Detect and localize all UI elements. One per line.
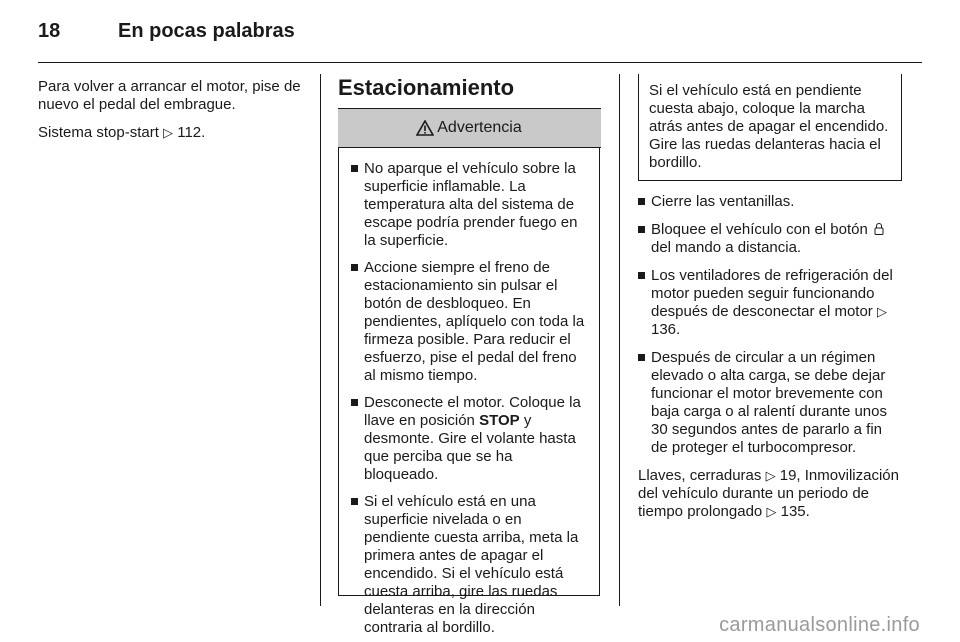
xref-page[interactable]: 135. <box>780 503 810 520</box>
list-item: Después de circular a un régimen elevado o alta carga, se debe dejar funcionar el motor brevemente con baja carga o al ralentí durante unos 30 segundos antes de pararlo a fin de proteger el turbocompresor. <box>638 349 902 457</box>
arrow-icon: ▷ <box>766 504 777 519</box>
warning-label: Advertencia <box>437 119 522 136</box>
arrow-icon: ▷ <box>876 304 887 319</box>
warning-continued-box: Si el vehículo está en pendiente cuesta abajo, coloque la marcha atrás antes de apagar el encendido. Gire las ruedas delanteras hacia el bordillo. <box>638 74 902 181</box>
closing-references <box>638 467 902 521</box>
warning-list <box>339 148 599 637</box>
list-item <box>638 267 902 339</box>
warning-header <box>338 108 601 148</box>
list-item: Cierre las ventanillas. <box>638 193 902 211</box>
page-number: 18 <box>38 20 61 42</box>
stop-start-reference <box>38 124 306 142</box>
step-text: del mando a distancia. <box>651 239 802 256</box>
section-title: Estacionamiento <box>338 75 515 100</box>
warning-box <box>338 108 600 636</box>
middle-column <box>338 74 600 636</box>
xref-text[interactable]: 19, Inmovilización del vehículo durante un periodo de tiempo prolongado <box>638 467 899 520</box>
arrow-icon: ▷ <box>163 125 174 140</box>
warning-text: y desmonte. Gire el volante hasta que perciba que se ha bloqueado. <box>364 412 576 483</box>
list-item <box>638 221 902 257</box>
stop-keyword: STOP <box>479 412 520 429</box>
xref-page[interactable]: 112. <box>177 124 206 141</box>
warning-triangle-icon <box>416 120 434 136</box>
restart-paragraph: Para volver a arrancar el motor, pise de nuevo el pedal del embrague. <box>38 78 301 113</box>
column-divider-2 <box>619 74 620 606</box>
list-item: Accione siempre el freno de estacionamiento sin pulsar el botón de desbloqueo. En pendientes, aplíquelo con toda la firmeza posible. Para reducir el esfuerzo, pise el pedal del freno al mismo tiempo. <box>351 259 589 385</box>
step-text: Bloquee el vehículo con el botón <box>651 221 868 238</box>
xref-text: Sistema stop-start <box>38 124 159 141</box>
list-item: Si el vehículo está en una superficie nivelada o en pendiente cuesta arriba, meta la primera antes de apagar el encendido. Si el vehículo está cuesta arriba, gire las ruedas delanteras en la dirección contraria al bordillo. <box>351 493 589 637</box>
xref-text: Llaves, cerraduras <box>638 467 762 484</box>
arrow-icon: ▷ <box>765 468 776 483</box>
watermark: carmanualsonline.info <box>719 614 920 636</box>
step-text: Los ventiladores de refrigeración del motor pueden seguir funcionando después de desconectar el motor <box>651 267 893 320</box>
column-divider-1 <box>320 74 321 606</box>
page-title: En pocas palabras <box>118 20 295 42</box>
list-item: No aparque el vehículo sobre la superficie inflamable. La temperatura alta del sistema de escape podría prender fuego en la superficie. <box>351 160 589 250</box>
parking-steps-list <box>638 193 902 457</box>
right-column <box>638 74 902 531</box>
warning-text: Desconecte el motor. Coloque la llave en posición <box>364 394 581 429</box>
xref-page[interactable]: 136. <box>651 321 681 338</box>
lock-icon <box>874 222 884 235</box>
left-column <box>38 78 306 152</box>
list-item <box>351 394 589 484</box>
page-header <box>38 16 922 63</box>
